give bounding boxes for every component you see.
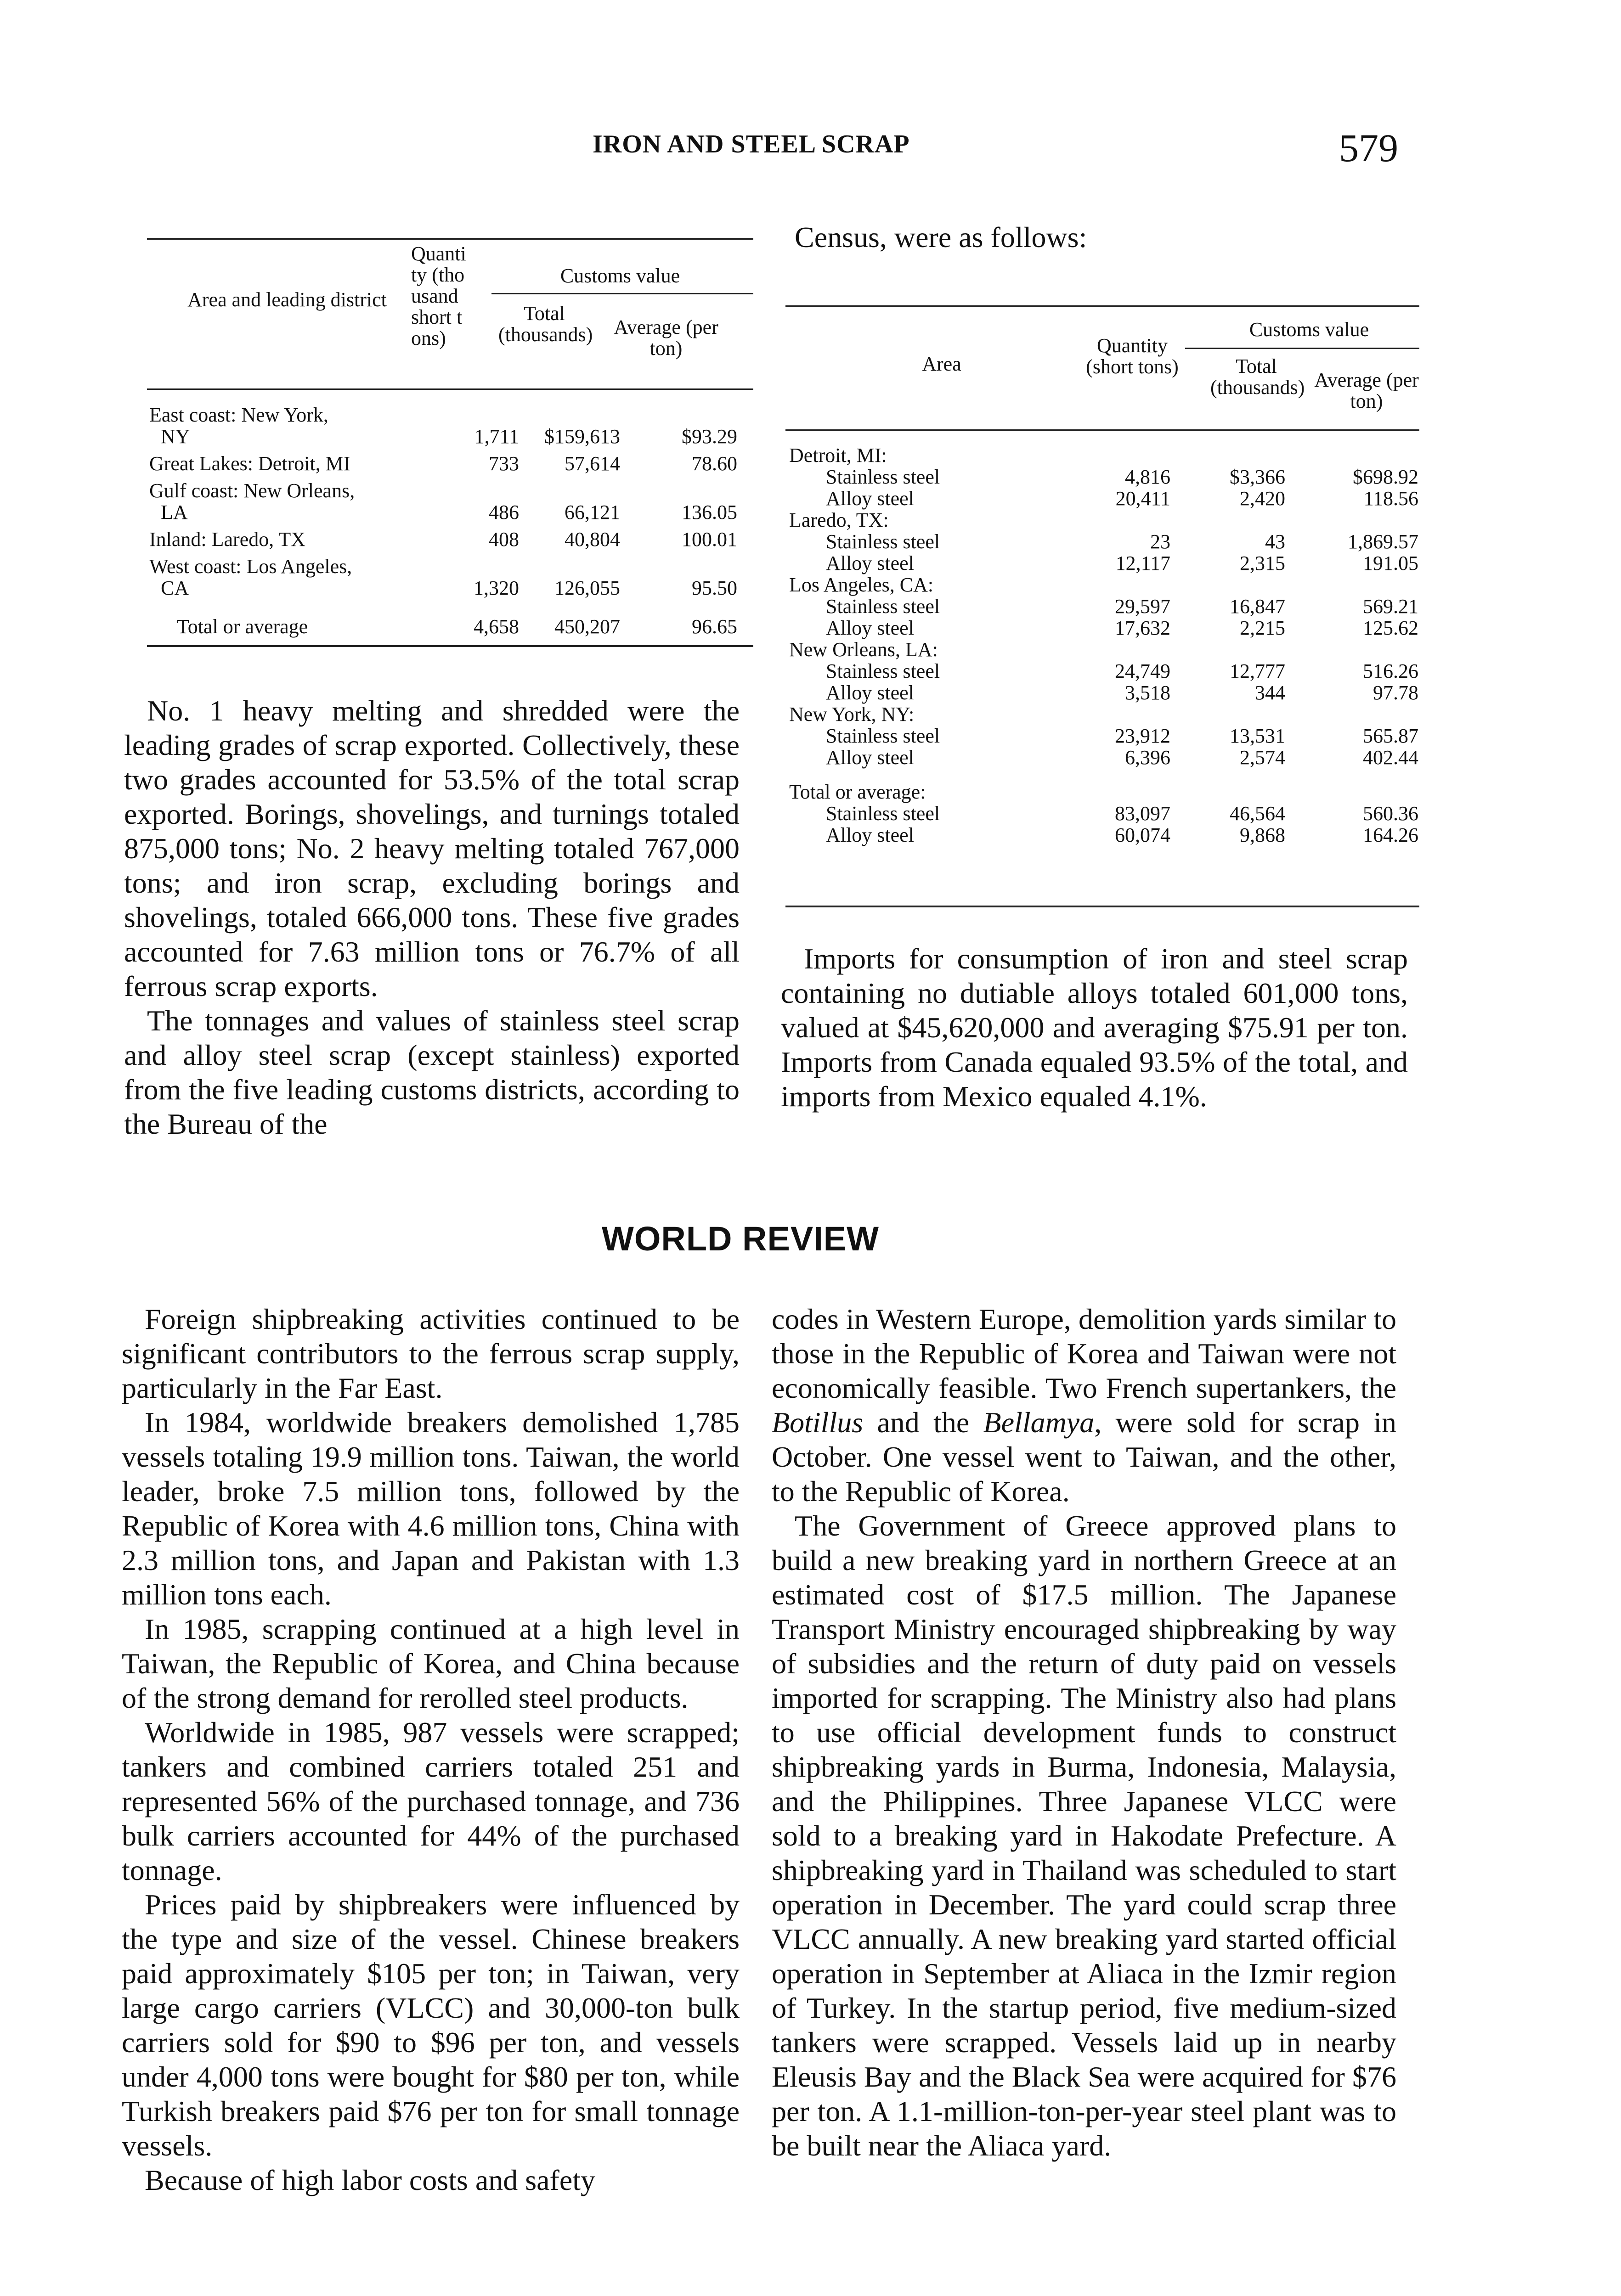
row-label: Alloy steel — [826, 746, 914, 769]
quantity-cell: 20,411 — [1115, 487, 1170, 510]
average-cell: 118.56 — [1363, 487, 1418, 510]
paragraph: The Government of Greece approved plans to build a new breaking yard in northern Greece at an estimated cost of $17.5 million. The Japanese Transport Ministry encouraged shipbreaking by way of subsidies and the return of duty paid on vessels imported for scrapping. The Ministry also had plans to use official development funds to construct shipbreaking yards in Burma, Indonesia, Malaysia, and the Philippines. Three Japanese VLCC were sold to a breaking yard in Hakodate Prefecture. A shipbreaking yard in Thailand was scheduled to start operation in December. The yard could scrap three VLCC annually. A new breaking yard started official operation in September at Aliaca in the Izmir region of Turkey. In the startup period, five medium-sized tankers were scrapped. Vessels laid up in nearby Eleusis Bay and the Black Sea were acquired for $76 per ton. A 1.1-million-ton-per-year steel plant was to be built near the Aliaca yard. — [772, 1509, 1396, 2162]
table2-customs-rule — [1185, 348, 1419, 349]
quantity-cell: 29,597 — [1115, 595, 1170, 618]
paragraph: The tonnages and values of stainless steel scrap and alloy steel scrap (except stainless) exported from the five leading customs districts, according to the Bureau of the — [124, 1004, 740, 1140]
area-label: CA — [161, 577, 189, 599]
average-cell: 78.60 — [692, 452, 737, 475]
average-cell: 96.65 — [692, 615, 737, 638]
row-label: Stainless steel — [826, 466, 940, 488]
area-label: East coast: New York, — [149, 404, 328, 426]
average-cell: 97.78 — [1373, 681, 1418, 704]
quantity-cell: 60,074 — [1115, 824, 1170, 846]
table-row — [789, 803, 1423, 824]
quantity-cell: 733 — [489, 452, 519, 475]
table1-header-total: Total (thousands) — [498, 302, 593, 346]
table1 — [149, 404, 756, 637]
world-review-left-column — [122, 1302, 740, 2197]
table2 — [789, 445, 1423, 846]
total-cell: 40,804 — [565, 528, 620, 551]
row-label: Alloy steel — [826, 617, 914, 639]
quantity-cell: 4,658 — [474, 615, 519, 638]
area-cell — [149, 404, 432, 453]
row-label: Stainless steel — [826, 595, 940, 618]
total-cell: $159,613 — [544, 425, 620, 448]
group-label: New Orleans, LA: — [789, 638, 938, 661]
total-cell: 126,055 — [554, 577, 620, 599]
total-cell: 2,420 — [1240, 487, 1285, 510]
ship-name: Bellamya — [983, 1406, 1095, 1439]
table-row — [789, 531, 1423, 552]
quantity-cell: 6,396 — [1125, 746, 1170, 769]
table-row — [149, 453, 756, 480]
table-row — [149, 404, 756, 453]
quantity-cell: 3,518 — [1125, 681, 1170, 704]
total-cell: 46,564 — [1230, 802, 1285, 825]
quantity-cell: 1,711 — [474, 425, 519, 448]
total-cell: 9,868 — [1240, 824, 1285, 846]
table-row — [149, 556, 756, 604]
table1-header-average: Average (per ton) — [614, 316, 718, 360]
table-group-row — [789, 574, 1423, 596]
quantity-cell: 23 — [1150, 530, 1170, 553]
average-cell: 569.21 — [1363, 595, 1418, 618]
average-cell: 136.05 — [682, 501, 737, 523]
total-label: Total or average — [177, 615, 308, 638]
table2-bottom-rule — [785, 906, 1419, 907]
world-review-right-column — [772, 1302, 1396, 2163]
table1-header-area: Area and leading district — [187, 288, 387, 311]
census-intro: Census, were as follows: — [795, 221, 1087, 253]
row-label: Stainless steel — [826, 802, 940, 825]
total-cell: 12,777 — [1230, 660, 1285, 682]
section-title: WORLD REVIEW — [602, 1220, 879, 1258]
quantity-cell: 24,749 — [1115, 660, 1170, 682]
paragraph: In 1985, scrapping continued at a high level in Taiwan, the Republic of Korea, and China because of the strong demand for rerolled steel products. — [122, 1613, 740, 1714]
average-cell: $93.29 — [682, 425, 737, 448]
area-label: Inland: Laredo, TX — [149, 528, 306, 551]
table-row — [149, 529, 756, 556]
table1-header-quantity: Quantity (thousand short tons) — [411, 242, 466, 349]
average-cell: 516.26 — [1363, 660, 1418, 682]
imports-paragraph-block — [781, 941, 1408, 1114]
area-cell — [149, 556, 432, 604]
group-label: Laredo, TX: — [789, 509, 889, 531]
paragraph: Imports for consumption of iron and steel scrap containing no dutiable alloys totaled 601,000 tons, valued at $45,620,000 and averaging $75.91 per ton. Imports from Canada equaled 93.5% of the total, and imports from Mexico equaled 4.1%. — [781, 942, 1408, 1113]
average-cell: $698.92 — [1353, 466, 1418, 488]
quantity-cell: 17,632 — [1115, 617, 1170, 639]
table-row — [789, 725, 1423, 747]
table-row — [789, 824, 1423, 846]
quantity-cell: 4,816 — [1125, 466, 1170, 488]
area-label: Great Lakes: Detroit, MI — [149, 452, 350, 475]
group-label: New York, NY: — [789, 703, 915, 726]
area-label: Gulf coast: New Orleans, — [149, 479, 355, 502]
average-cell: 1,869.57 — [1348, 530, 1418, 553]
quantity-cell: 1,320 — [474, 577, 519, 599]
row-label: Alloy steel — [826, 487, 914, 510]
row-label: Alloy steel — [826, 552, 914, 574]
average-cell: 191.05 — [1363, 552, 1418, 574]
page-number: 579 — [1339, 126, 1398, 170]
table-group-row — [789, 768, 1423, 803]
table-row — [789, 552, 1423, 574]
row-label: Stainless steel — [826, 530, 940, 553]
table-group-row — [789, 639, 1423, 660]
table-group-row — [789, 509, 1423, 531]
average-cell: 95.50 — [692, 577, 737, 599]
average-cell: 565.87 — [1363, 725, 1418, 747]
total-cell: 57,614 — [565, 452, 620, 475]
table2-header-total: Total (thousands) — [1210, 355, 1305, 399]
table2-header-area: Area — [922, 353, 961, 375]
group-label: Detroit, MI: — [789, 444, 887, 467]
table-row — [149, 480, 756, 529]
paragraph: Because of high labor costs and safety — [145, 2164, 596, 2196]
area-label: NY — [161, 425, 190, 448]
row-label: Stainless steel — [826, 660, 940, 682]
table1-header-customs-value: Customs value — [560, 264, 680, 287]
table-row — [789, 466, 1423, 488]
row-label: Alloy steel — [826, 824, 914, 846]
table-row — [789, 596, 1423, 617]
average-cell: 100.01 — [682, 528, 737, 551]
table-group-row — [789, 445, 1423, 466]
total-cell: 2,215 — [1240, 617, 1285, 639]
average-cell: 560.36 — [1363, 802, 1418, 825]
total-cell: 66,121 — [565, 501, 620, 523]
area-cell — [149, 529, 432, 556]
table2-header-rule — [785, 429, 1419, 431]
total-cell: 344 — [1255, 681, 1285, 704]
table-group-row — [789, 703, 1423, 725]
paragraph: In 1984, worldwide breakers demolished 1,785 vessels totaling 19.9 million tons. Taiwan, the world leader, broke 7.5 million tons, followed by the Republic of Korea with 4.6 million tons, China with 2.3 million tons, and Japan and Pakistan with 1.3 million tons each. — [122, 1406, 740, 1611]
total-cell: 2,315 — [1240, 552, 1285, 574]
average-cell: 125.62 — [1363, 617, 1418, 639]
row-label: Alloy steel — [826, 681, 914, 704]
table1-bottom-rule — [147, 645, 753, 647]
paragraph: Foreign shipbreaking activities continued to be significant contributors to the ferrous scrap supply, particularly in the Far East. — [122, 1303, 740, 1404]
table1-customs-rule — [491, 293, 753, 294]
paragraph: codes in Western Europe, demolition yards similar to those in the Republic of Korea and Taiwan were not economically feasible. Two French supertankers, the Botillus and the Bellamya, were sold for scrap in October. One vessel went to Taiwan, and the other, to the Republic of Korea. — [772, 1303, 1396, 1508]
table1-header-rule — [147, 388, 753, 390]
table-row — [789, 488, 1423, 509]
total-cell: 43 — [1265, 530, 1285, 553]
quantity-cell: 486 — [489, 501, 519, 523]
quantity-cell: 12,117 — [1115, 552, 1170, 574]
table-row — [789, 617, 1423, 639]
table-row — [789, 682, 1423, 703]
average-cell: 402.44 — [1363, 746, 1418, 769]
table2-header-quantity: Quantity (short tons) — [1086, 334, 1179, 378]
group-label: Total or average: — [789, 781, 926, 803]
table2-header-customs-value: Customs value — [1249, 318, 1369, 341]
quantity-cell: 23,912 — [1115, 725, 1170, 747]
left-column-text — [124, 693, 740, 1141]
total-cell: 450,207 — [554, 615, 620, 638]
row-label: Stainless steel — [826, 725, 940, 747]
table-total-row — [149, 604, 756, 637]
quantity-cell: 408 — [489, 528, 519, 551]
running-title: IRON AND STEEL SCRAP — [593, 130, 910, 158]
quantity-cell: 83,097 — [1115, 802, 1170, 825]
paragraph: No. 1 heavy melting and shredded were the leading grades of scrap exported. Collectively, these two grades accounted for 53.5% of the total scrap exported. Borings, shovelings, and turnings totaled 875,000 tons; No. 2 heavy melting totaled 767,000 tons; and iron scrap, excluding borings and shovelings, totaled 666,000 tons. These five grades accounted for 7.63 million tons or 76.7% of all ferrous scrap exports. — [124, 694, 740, 1002]
table-row — [789, 660, 1423, 682]
table2-top-rule — [785, 305, 1419, 307]
total-cell: $3,366 — [1230, 466, 1285, 488]
area-label: West coast: Los Angeles, — [149, 555, 352, 578]
average-cell: 164.26 — [1363, 824, 1418, 846]
total-cell: 2,574 — [1240, 746, 1285, 769]
group-label: Los Angeles, CA: — [789, 574, 934, 596]
table1-top-rule — [147, 238, 753, 240]
table2-header-average: Average (per ton) — [1314, 369, 1419, 412]
paragraph: Worldwide in 1985, 987 vessels were scrapped; tankers and combined carriers totaled 251 and represented 56% of the purchased tonnage, and 736 bulk carriers accounted for 44% of the purchased tonnage. — [122, 1716, 740, 1886]
area-label: LA — [161, 501, 188, 523]
paragraph: Prices paid by shipbreakers were influenced by the type and size of the vessel. Chinese breakers paid approximately $105 per ton; in Taiwan, very large cargo carriers (VLCC) and 30,000-ton bulk carriers sold for $90 to $96 per ton, and vessels under 4,000 tons were bought for $80 per ton, while Turkish breakers paid $76 per ton for small tonnage vessels. — [122, 1888, 740, 2162]
area-cell — [149, 480, 432, 529]
total-cell: 16,847 — [1230, 595, 1285, 618]
ship-name: Botillus — [772, 1406, 864, 1439]
table-row — [789, 747, 1423, 768]
area-cell — [149, 453, 432, 480]
total-cell: 13,531 — [1230, 725, 1285, 747]
